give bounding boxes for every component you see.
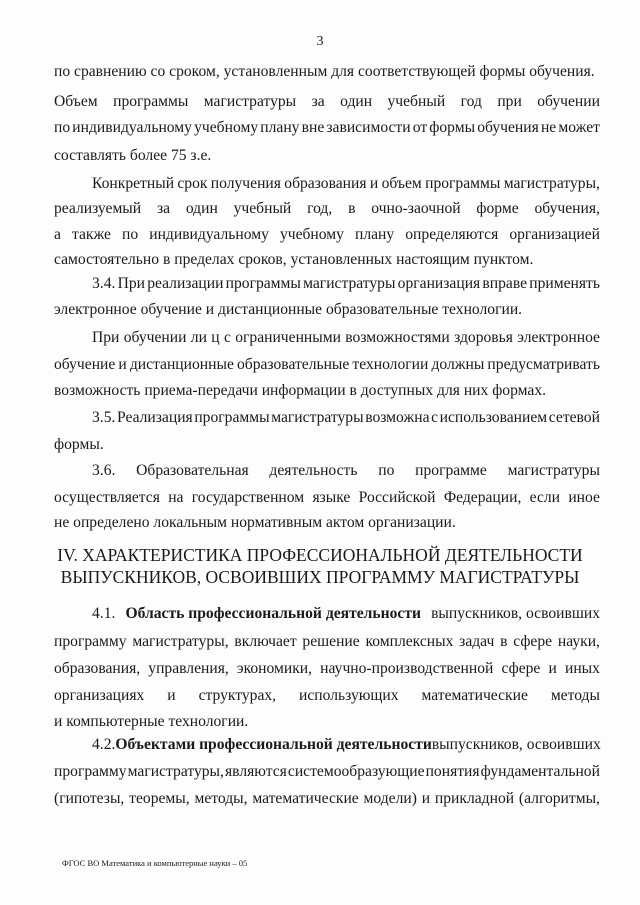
word: на [168, 489, 184, 506]
word: программы [425, 175, 501, 192]
paragraph-4-2-bold-term: Объектами профессиональной деятельности [115, 736, 432, 753]
word: программы [194, 409, 270, 426]
body-text-line [54, 199, 600, 219]
word: математические [421, 687, 528, 704]
word: технологии [352, 356, 429, 373]
word: магистратуры [303, 275, 396, 292]
word: магистратуры, [503, 175, 600, 192]
word: и [167, 687, 176, 704]
word: получения [210, 175, 281, 192]
body-text-line [92, 408, 600, 428]
word: обучения, [534, 200, 600, 217]
word: науки, [557, 633, 600, 650]
body-text-line [54, 355, 600, 375]
section-heading-line-1: IV. ХАРАКТЕРИСТИКА ПРОФЕССИОНАЛЬНОЙ ДЕЯТЕЛЬНОСТИ [57, 545, 583, 565]
body-text-line [54, 118, 600, 138]
word: иных [564, 660, 600, 677]
paragraph-4-1-line-3 [54, 659, 600, 679]
word: по [378, 462, 395, 479]
word: вне [301, 119, 325, 136]
paragraph-4-2-line-2 [54, 762, 600, 782]
footer-standard-name: ФГОС ВО Математика и компьютерные науки – 05 [62, 858, 248, 868]
body-text-line [92, 461, 600, 481]
word: являются [225, 763, 287, 780]
word: магистратуры [507, 462, 600, 479]
word: по [122, 226, 139, 243]
word: формы [429, 119, 476, 136]
word: Конкретный [92, 175, 175, 192]
word: за [311, 93, 325, 110]
word: Федерации, [443, 489, 522, 506]
body-text-line: составлять более 75 з.е. [54, 147, 212, 164]
word: организация [397, 275, 481, 292]
word: обучение [54, 356, 116, 373]
word: учебный [233, 200, 292, 217]
word: (алгоритмы, [518, 790, 600, 807]
word: индивидуальному [149, 226, 269, 243]
word: управления, [148, 660, 229, 677]
word: должны [431, 356, 485, 373]
word: прикладной [434, 790, 515, 807]
body-text-line: возможность приема-передачи информации в доступных для них формах. [54, 382, 547, 399]
paragraph-4-1-number: 4.1. [92, 605, 116, 622]
word: сфере [513, 633, 553, 650]
word: математические [252, 790, 359, 807]
word: обучении [123, 329, 187, 346]
word: программе [415, 462, 487, 479]
word: При [117, 275, 145, 292]
word: за [156, 200, 171, 217]
word: включает [234, 633, 297, 650]
body-text-line [54, 488, 600, 508]
word: по [54, 119, 71, 136]
word: реализации [147, 275, 224, 292]
paragraph-4-1-rest: выпускников, освоивших [431, 605, 600, 622]
word: При [92, 329, 120, 346]
paragraph-4-1-line-5: и компьютерные технологии. [54, 713, 249, 730]
word: методы [550, 687, 600, 704]
paragraph-4-1-line-1 [92, 604, 600, 624]
word: и [118, 356, 127, 373]
word: 3.6. [92, 462, 116, 479]
word: задач [459, 633, 495, 650]
word: теоремы, [129, 790, 190, 807]
paragraph-4-2-rest: выпускников, освоивших [431, 736, 601, 753]
word: организациях [54, 687, 145, 704]
word: образовательные [236, 356, 350, 373]
word: здоровья [454, 329, 513, 346]
word: и [548, 660, 557, 677]
word: магистратуры, [127, 763, 224, 780]
word: а [54, 226, 61, 243]
word: не [540, 119, 557, 136]
word: обучении [537, 93, 600, 110]
word: методы, [194, 790, 248, 807]
word: определяются [405, 226, 499, 243]
paragraph-4-2-line-1 [92, 735, 600, 755]
paragraph-4-1-line-4 [54, 686, 600, 706]
word: сфере [501, 660, 541, 677]
word: реализуемый [54, 200, 142, 217]
word: государственном [191, 489, 305, 506]
paragraph-4-2-line-3 [54, 789, 600, 809]
word: научно-производственной [320, 660, 494, 677]
word: программы [113, 93, 189, 110]
word: ограниченными [235, 329, 341, 346]
word: вправе [482, 275, 528, 292]
body-text-line: формы. [54, 436, 104, 453]
word: может [558, 119, 600, 136]
word: один [185, 200, 218, 217]
page-number: 3 [316, 34, 324, 49]
word: применять [529, 275, 600, 292]
word: обучения [477, 119, 539, 136]
word: в [348, 200, 356, 217]
body-text-line: самостоятельно в пределах сроков, установленных настоящим пунктом. [54, 251, 534, 268]
word: 3.5. [92, 409, 116, 426]
word: сетевой [548, 409, 600, 426]
word: структурах, [198, 687, 277, 704]
word: электронное [517, 329, 600, 346]
word: форме [476, 200, 519, 217]
body-text-line [54, 92, 600, 112]
word: с [431, 409, 439, 426]
word: Реализация [117, 409, 193, 426]
word: один [340, 93, 373, 110]
word: языке [312, 489, 351, 506]
word: возможна [365, 409, 430, 426]
body-text-line: по сравнению со сроком, установленным для соответствующей формы обучения. [54, 63, 595, 80]
word: дистанционные [129, 356, 234, 373]
word: использованием [439, 409, 548, 426]
word: магистратуры, [132, 633, 229, 650]
word: и [369, 175, 379, 192]
word: если [529, 489, 561, 506]
word: учебному [279, 226, 344, 243]
word: индивидуальному [72, 119, 192, 136]
word: осуществляется [54, 489, 160, 506]
word: магистратуры [271, 409, 364, 426]
body-text-line [92, 174, 600, 194]
word: год [460, 93, 482, 110]
word: магистратуры [203, 93, 297, 110]
word: также [71, 226, 111, 243]
body-text-line [54, 225, 600, 245]
word: системообразующие [287, 763, 425, 780]
word: плану [260, 119, 300, 136]
word: программу [54, 763, 127, 780]
word: очно-заочной [371, 200, 461, 217]
section-heading-line-2: ВЫПУСКНИКОВ, ОСВОИВШИХ ПРОГРАММУ МАГИСТРАТУРЫ [60, 567, 580, 587]
word: предусматривать [487, 356, 600, 373]
paragraph-4-1-bold-term: Область профессиональной деятельности [125, 605, 421, 622]
word: экономики, [236, 660, 313, 677]
body-text-line [92, 274, 600, 294]
word: комплексных [365, 633, 454, 650]
word: возможностями [345, 329, 450, 346]
word: Объем [54, 93, 98, 110]
word: объем [381, 175, 422, 192]
word: Образовательная [136, 462, 249, 479]
word: иное [568, 489, 600, 506]
body-text-line [92, 328, 600, 348]
paragraph-4-2-number: 4.2. [92, 736, 116, 753]
word: фундаментальной [480, 763, 600, 780]
word: программы [225, 275, 301, 292]
word: плану [355, 226, 395, 243]
word: деятельность [269, 462, 358, 479]
paragraph-4-1-line-2 [54, 632, 600, 652]
word: решение [302, 633, 360, 650]
word: Российской [358, 489, 436, 506]
word: учебному [194, 119, 259, 136]
word: учебный [387, 93, 446, 110]
word: с [223, 329, 231, 346]
word: образования [284, 175, 367, 192]
word: ц [211, 329, 220, 346]
body-text-line: не определено локальным нормативным актом организации. [54, 514, 456, 531]
word: (гипотезы, [54, 790, 125, 807]
word: год, [307, 200, 333, 217]
word: и [421, 790, 431, 807]
word: 3.4. [92, 275, 116, 292]
body-text-line: электронное обучение и дистанционные образовательные технологии. [54, 301, 523, 318]
word: понятия [425, 763, 480, 780]
word: ли [190, 329, 207, 346]
word: модели) [363, 790, 417, 807]
word: срок [177, 175, 208, 192]
word: в [500, 633, 508, 650]
word: образования, [54, 660, 141, 677]
word: зависимости [326, 119, 411, 136]
word: организацией [509, 226, 600, 243]
word: от [412, 119, 428, 136]
word: использующих [299, 687, 399, 704]
word: при [497, 93, 522, 110]
word: программу [54, 633, 127, 650]
